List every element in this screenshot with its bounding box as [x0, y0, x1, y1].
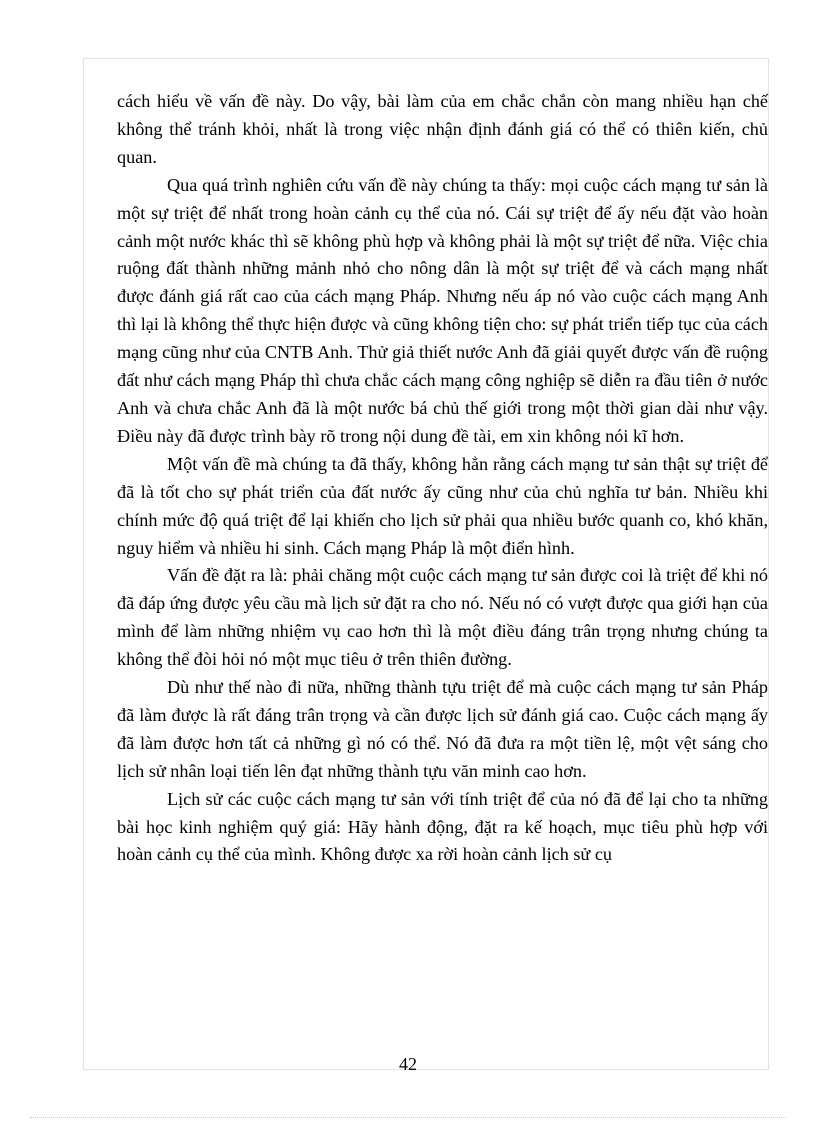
paragraph-continuation: cách hiểu về vấn đề này. Do vậy, bài làm của em chắc chắn còn mang nhiều hạn chế không thể tránh khỏi, nhất là trong việc nhận định đánh giá có thể có thiên kiến, chủ quan.	[117, 91, 768, 167]
paragraph-radicalism-issue: Một vấn đề mà chúng ta đã thấy, không hẳn rằng cách mạng tư sản thật sự triệt để đã là tốt cho sự phát triển của đất nước ấy cũng như của chủ nghĩa tư bản. Nhiều khi chính mức độ quá triệt để lại khiến cho lịch sử phải qua nhiều bước quanh co, khó khăn, nguy hiểm và nhiều hi sinh. Cách mạng Pháp là một điển hình.	[117, 453, 768, 558]
paragraph-question-raised: Vấn đề đặt ra là: phải chăng một cuộc cách mạng tư sản được coi là triệt để khi nó đã đáp ứng được yêu cầu mà lịch sử đặt ra cho nó. Nếu nó có vượt được qua giới hạn của mình để làm những nhiệm vụ cao hơn thì là một điều đáng trân trọng nhưng chúng ta không thể đòi hỏi nó một mục tiêu ở trên thiên đường.	[117, 565, 768, 670]
paragraph-french-revolution-achievements: Dù như thế nào đi nữa, những thành tựu triệt để mà cuộc cách mạng tư sản Pháp đã làm được là rất đáng trân trọng và cần được lịch sử đánh giá cao. Cuộc cách mạng ấy đã làm được hơn tất cả những gì nó có thể. Nó đã đưa ra một tiền lệ, một vệt sáng cho lịch sử nhân loại tiến lên đạt những thành tựu văn minh cao hơn.	[117, 677, 768, 781]
body-text	[117, 88, 768, 869]
paragraph-research-findings: Qua quá trình nghiên cứu vấn đề này chúng ta thấy: mọi cuộc cách mạng tư sản là một sự triệt để nhất trong hoàn cảnh cụ thể của nó. Cái sự triệt để ấy nếu đặt vào hoàn cảnh một nước khác thì sẽ không phù hợp và không phải là một sự triệt để nữa. Việc chia ruộng đất thành những mảnh nhỏ cho nông dân là một sự triệt để và cách mạng nhất được đánh giá rất cao của cách mạng Pháp. Nhưng nếu áp nó vào cuộc cách mạng Anh thì lại là không thể thực hiện được và cũng không tiện cho: sự phát triển tiếp tục của cách mạng cũng như của CNTB Anh. Thử giả thiết nước Anh đã giải quyết được vấn đề ruộng đất như cách mạng Pháp thì chưa chắc cách mạng công nghiệp sẽ diễn ra đầu tiên ở nước Anh và chưa chắc Anh đã là một nước bá chủ thế giới trong một thời gian dài như vậy. Điều này đã được trình bày rõ trong nội dung đề tài, em xin không nói kĩ hơn.	[117, 174, 768, 446]
page-bottom-divider	[30, 1117, 786, 1118]
paragraph-lessons: Lịch sử các cuộc cách mạng tư sản với tính triệt để của nó đã để lại cho ta những bài học kinh nghiệm quý giá: Hãy hành động, đặt ra kế hoạch, mục tiêu phù hợp với hoàn cảnh cụ thể của mình. Không được xa rời hoàn cảnh lịch sử cụ	[117, 788, 768, 865]
page-number: 42	[399, 1054, 417, 1074]
